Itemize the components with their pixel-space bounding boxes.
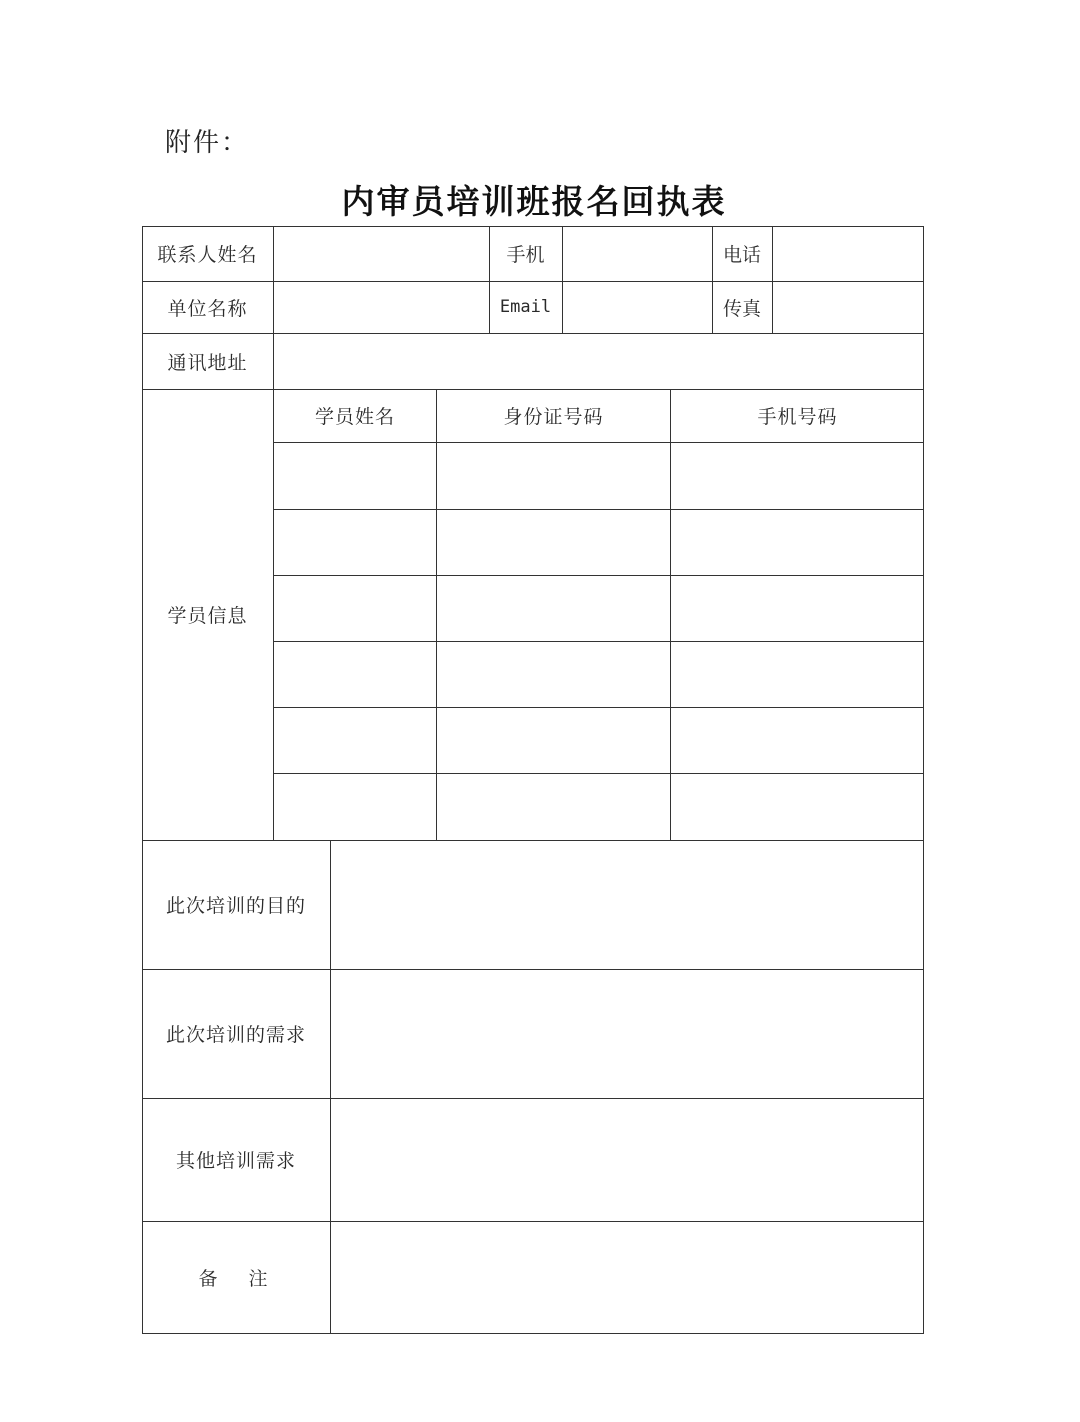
mobile-number-header: 手机号码 bbox=[757, 406, 838, 428]
training-needs-field[interactable] bbox=[331, 969, 924, 1098]
fax-field[interactable] bbox=[773, 281, 924, 333]
other-needs-label: 其他培训需求 bbox=[175, 1150, 296, 1172]
training-purpose-label: 此次培训的目的 bbox=[165, 895, 306, 917]
trainee-name-cell[interactable] bbox=[274, 708, 436, 773]
trainee-info-label: 学员信息 bbox=[167, 605, 248, 627]
training-needs-label: 此次培训的需求 bbox=[165, 1024, 306, 1046]
id-number-cell[interactable] bbox=[437, 708, 670, 773]
trainee-name-cell[interactable] bbox=[274, 443, 436, 509]
id-number-cell[interactable] bbox=[437, 642, 670, 707]
address-label: 通讯地址 bbox=[167, 351, 248, 374]
trainee-name-cell[interactable] bbox=[274, 642, 436, 707]
phone-field[interactable] bbox=[773, 226, 924, 281]
company-label: 单位名称 bbox=[167, 297, 248, 320]
mobile-number-cell[interactable] bbox=[671, 774, 924, 840]
mobile-number-cell[interactable] bbox=[671, 642, 924, 707]
trainee-name-cell[interactable] bbox=[274, 510, 436, 575]
mobile-number-cell[interactable] bbox=[671, 510, 924, 575]
mobile-number-cell[interactable] bbox=[671, 708, 924, 773]
remarks-field[interactable] bbox=[331, 1221, 924, 1334]
phone-label: 电话 bbox=[722, 244, 761, 266]
email-field[interactable] bbox=[563, 281, 712, 333]
id-number-cell[interactable] bbox=[437, 443, 670, 509]
form-title: 内审员培训班报名回执表 bbox=[341, 182, 727, 221]
mobile-number-cell[interactable] bbox=[671, 443, 924, 509]
training-purpose-field[interactable] bbox=[331, 840, 924, 969]
mobile-label: 手机 bbox=[506, 244, 545, 266]
fax-label: 传真 bbox=[722, 297, 761, 320]
trainee-name-cell[interactable] bbox=[274, 576, 436, 641]
mobile-field[interactable] bbox=[563, 226, 712, 281]
email-label: Email bbox=[499, 297, 552, 317]
attachment-label: 附件： bbox=[165, 128, 250, 158]
id-number-cell[interactable] bbox=[437, 774, 670, 840]
address-field[interactable] bbox=[274, 333, 924, 389]
remarks-label: 备 注 bbox=[198, 1268, 274, 1290]
id-number-cell[interactable] bbox=[437, 576, 670, 641]
contact-name-field[interactable] bbox=[274, 226, 489, 281]
trainee-name-cell[interactable] bbox=[274, 774, 436, 840]
contact-name-label: 联系人姓名 bbox=[157, 244, 258, 266]
trainee-name-header: 学员姓名 bbox=[314, 406, 395, 428]
mobile-number-cell[interactable] bbox=[671, 576, 924, 641]
id-number-header: 身份证号码 bbox=[503, 406, 604, 428]
id-number-cell[interactable] bbox=[437, 510, 670, 575]
company-field[interactable] bbox=[274, 281, 489, 333]
other-needs-field[interactable] bbox=[331, 1098, 924, 1221]
